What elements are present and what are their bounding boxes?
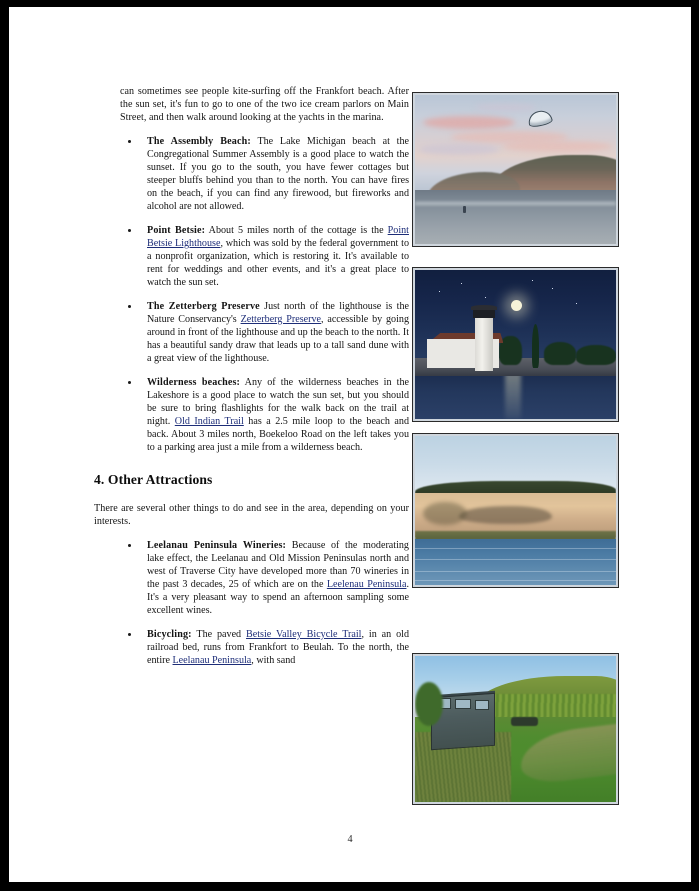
wave-line xyxy=(415,559,616,560)
section-intro-wrapper xyxy=(94,502,409,528)
bullet-lead: The Zetterberg Preserve xyxy=(147,301,260,312)
bullet-text: About 5 miles north of the cottage is the xyxy=(205,225,388,236)
bullet-text-end: , with sand xyxy=(251,655,296,666)
photo-inner xyxy=(415,270,616,419)
star-dot xyxy=(552,288,553,289)
section-heading-wrapper xyxy=(94,472,409,488)
sand-dunes-photo xyxy=(412,433,619,588)
bullet-lead: The Assembly Beach: xyxy=(147,136,251,147)
beaches-bullet-list xyxy=(120,135,409,454)
star-dot xyxy=(485,297,486,298)
dune-shadow xyxy=(459,506,551,524)
bullet-text-cont: . It's a very pleasant way to spend an afternoon sampling some excellent wines. xyxy=(147,579,409,616)
bullet-text-cont: has a 2.5 mile loop to the beach and back. About 3 miles north, Boekeloo Road on the left takes you to a parking area just a mile from a wilderness beach. xyxy=(147,416,410,453)
bullet-dot-icon xyxy=(128,381,131,384)
page-number: 4 xyxy=(347,834,353,845)
list-item-assembly-beach xyxy=(120,135,409,213)
water-region xyxy=(415,539,616,585)
bush-shape xyxy=(415,682,443,726)
text-column xyxy=(94,85,410,667)
list-item-zetterberg-preserve xyxy=(120,300,409,365)
poplar-tree-shape xyxy=(532,324,539,369)
continuation-paragraph: can sometimes see people kite-surfing off the Frankfort beach. After the sun set, it's fun to go to one of the two ice cream parlors on Main Street, and then walk around looking at the yachts in the marina. xyxy=(120,86,409,123)
bullet-text: The Lake Michigan beach at the Congregational Summer Assembly is a good place to watch the sunset. If you go to the south, you have fewer cottages but steeper bluffs behind you than to the north. You can have fires on the beach, if you can find any firewood, but fireworks and alcohol are not allowed. xyxy=(147,136,409,212)
bullet-text-cont: , in an old railroad bed, runs from Frankfort to Beulah. To the north, the entire xyxy=(147,629,410,666)
bullet-dot-icon xyxy=(128,544,131,547)
star-dot xyxy=(576,303,577,304)
bullet-text: Just north of the lighthouse is the Nature Conservancy's xyxy=(147,301,409,325)
vineyard-old-truck-photo xyxy=(412,653,619,805)
bullet-dot-icon xyxy=(128,305,131,308)
photo-inner xyxy=(415,436,616,585)
cloud-shape xyxy=(503,141,612,151)
photo-inner xyxy=(415,95,616,244)
point-betsie-lighthouse-moonlight-photo xyxy=(412,267,619,422)
link-old-indian-trail[interactable]: Old Indian Trail xyxy=(174,416,244,427)
scan-border-top xyxy=(0,0,699,7)
scan-border-left xyxy=(0,0,9,891)
lantern-cap xyxy=(471,305,497,309)
water-region xyxy=(415,190,616,244)
bullet-text: Any of the wilderness beaches in the Lakeshore is a good place to watch the sun set, but you should be sure to bring flashlights for the walk back on the trail at night. xyxy=(147,377,410,427)
wave-line xyxy=(415,571,616,572)
scan-border-bottom xyxy=(0,882,699,891)
bullet-lead: Point Betsie: xyxy=(147,225,206,236)
cloud-shape xyxy=(419,144,499,154)
scan-border-right xyxy=(691,0,699,891)
bullet-dot-icon xyxy=(128,140,131,143)
foam-line xyxy=(415,202,616,205)
wave-line xyxy=(415,548,616,549)
bullet-text-cont: , which was sold by the federal government to a nonprofit organization, which is restoring it. It's available to rent for weddings and other events, and it's a great place to watch the sun set. xyxy=(147,238,410,288)
wave-line xyxy=(415,580,616,581)
list-item-wilderness-beaches xyxy=(120,376,409,454)
page-sheet xyxy=(9,7,691,882)
truck-window xyxy=(475,700,489,710)
list-item-bicycling xyxy=(120,628,409,667)
section-intro-paragraph: There are several other things to do and see in the area, depending on your interests. xyxy=(94,503,409,527)
bullet-lead: Wilderness beaches: xyxy=(147,377,241,388)
tree-shape xyxy=(544,342,576,366)
tree-shape xyxy=(576,345,616,366)
tree-shape xyxy=(499,336,521,366)
bullet-text: The paved xyxy=(191,629,247,640)
kite-surfing-sunset-photo xyxy=(412,92,619,247)
moon-reflection xyxy=(505,373,521,419)
truck-window xyxy=(455,699,471,709)
surfer-figure xyxy=(463,206,466,213)
bullet-text: Because of the moderating lake effect, the Leelanau and Old Mission Peninsulas north and west of Traverse City have developed more than 70 wineries in the past 3 decades, 25 of which are on the xyxy=(147,540,409,590)
lantern-room xyxy=(473,309,495,318)
star-dot xyxy=(461,283,462,284)
list-item-point-betsie xyxy=(120,224,409,289)
attractions-bullet-list xyxy=(120,539,409,667)
bullet-dot-icon xyxy=(128,229,131,232)
bullet-text-cont: , accessible by going around in front of the lighthouse and up the beach to the north. It has a beautiful sandy draw that leads up to a tall sand dune with a great view of the lighthouse. xyxy=(147,314,410,364)
star-dot xyxy=(439,291,440,292)
star-dot xyxy=(532,280,533,281)
bullet-lead: Leelanau Peninsula Wineries: xyxy=(147,540,287,551)
section-heading-other-attractions: 4. Other Attractions xyxy=(94,472,213,487)
bullet-dot-icon xyxy=(128,633,131,636)
lighthouse-tower xyxy=(475,315,493,372)
photo-inner xyxy=(415,656,616,802)
link-leelenau-peninsula[interactable]: Leelenau Peninsula xyxy=(326,579,407,590)
link-leelanau-peninsula[interactable]: Leelanau Peninsula xyxy=(172,655,252,666)
distant-object xyxy=(511,717,537,726)
list-item-leelanau-wineries xyxy=(120,539,409,617)
link-betsie-valley-bicycle-trail[interactable]: Betsie Valley Bicycle Trail xyxy=(246,629,362,640)
link-point-betsie-lighthouse[interactable]: Point Betsie Lighthouse xyxy=(147,225,409,249)
link-zetterberg-preserve[interactable]: Zetterberg Preserve xyxy=(240,314,321,325)
bullet-lead: Bicycling: xyxy=(147,629,192,640)
